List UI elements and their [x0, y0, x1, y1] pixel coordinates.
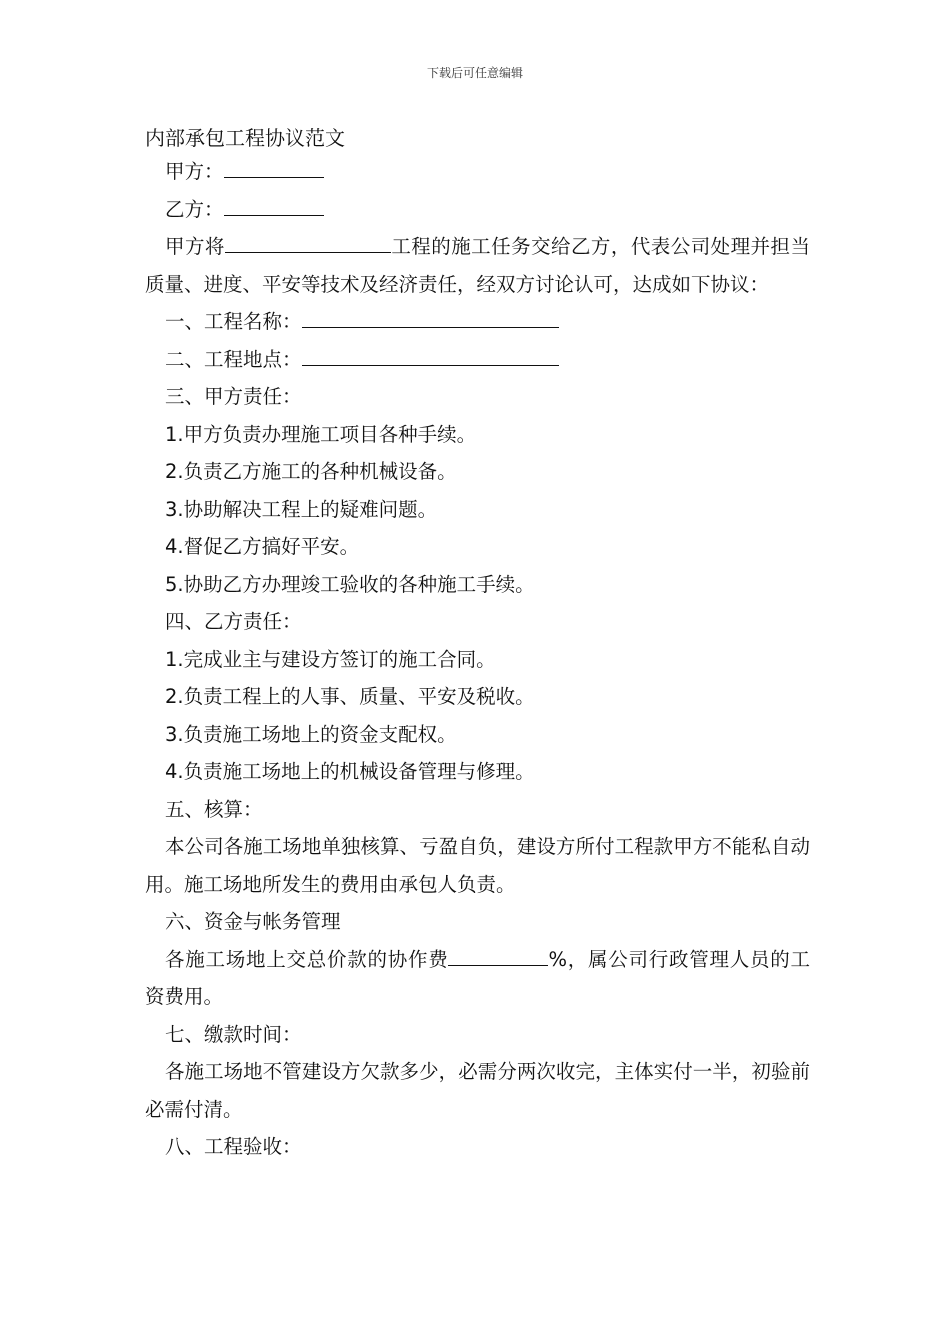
document-title: 内部承包工程协议范文: [145, 126, 345, 150]
section-3-item: 5.协助乙方办理竣工验收的各种施工手续。: [165, 572, 535, 596]
section-4-item: 2.负责工程上的人事、质量、平安及税收。: [165, 685, 535, 708]
section-6-paragraph: [145, 941, 810, 1016]
party-a-label: 甲方：: [165, 160, 224, 183]
section-3-item: 4.督促乙方搞好平安。: [165, 535, 360, 558]
section-3-heading: 三、甲方责任：: [165, 385, 302, 408]
party-b-line: [145, 191, 810, 229]
section-3-item: 3.协助解决工程上的疑难问题。: [165, 497, 438, 521]
fee-percent-blank: [448, 943, 548, 966]
section-3-item: 2.负责乙方施工的各种机械设备。: [165, 460, 457, 483]
document-body: [145, 153, 810, 1166]
intro-suffix: 工程的施工任务交给乙方，代表公司处理并担当质量、进度、平安等技术及经济责任，经双方讨论认可，达成如下协议：: [145, 235, 810, 296]
section-6-heading: 六、资金与帐务管理: [165, 910, 341, 933]
section-3-item: 1.甲方负责办理施工项目各种手续。: [165, 422, 477, 446]
party-a-blank: [224, 155, 324, 178]
section-4-item: 3.负责施工场地上的资金支配权。: [165, 722, 457, 746]
section-8-heading: 八、工程验收：: [165, 1135, 302, 1158]
intro-prefix: 甲方将: [165, 235, 225, 258]
project-location-line: [145, 341, 810, 379]
section-4-heading: 四、乙方责任：: [165, 610, 302, 633]
page-header-note: 下载后可任意编辑: [426, 66, 523, 80]
intro-paragraph: [145, 228, 810, 303]
section-7-heading: 七、缴款时间：: [165, 1022, 302, 1046]
party-a-line: [145, 153, 810, 191]
project-name-label: 一、工程名称：: [165, 310, 302, 333]
section-7-paragraph: 各施工场地不管建设方欠款多少，必需分两次收完，主体实付一半，初验前必需付清。: [145, 1060, 810, 1121]
project-name-blank: [302, 305, 559, 328]
party-b-label: 乙方：: [165, 197, 224, 221]
project-name-line: [145, 303, 810, 341]
project-location-blank: [302, 343, 559, 366]
section-6-suffix: %，属公司行政管理人员的工资费用。: [145, 947, 810, 1008]
section-5-paragraph: 本公司各施工场地单独核算、亏盈自负，建设方所付工程款甲方不能私自动用。施工场地所发生的费用由承包人负责。: [145, 835, 810, 896]
project-location-label: 二、工程地点：: [165, 347, 302, 371]
party-b-blank: [224, 193, 324, 216]
section-6-prefix: 各施工场地上交总价款的协作费: [165, 947, 449, 971]
section-5-heading: 五、核算：: [165, 797, 263, 821]
section-4-item: 1.完成业主与建设方签订的施工合同。: [165, 647, 496, 671]
section-4-item: 4.负责施工场地上的机械设备管理与修理。: [165, 760, 535, 783]
project-blank: [225, 230, 391, 253]
